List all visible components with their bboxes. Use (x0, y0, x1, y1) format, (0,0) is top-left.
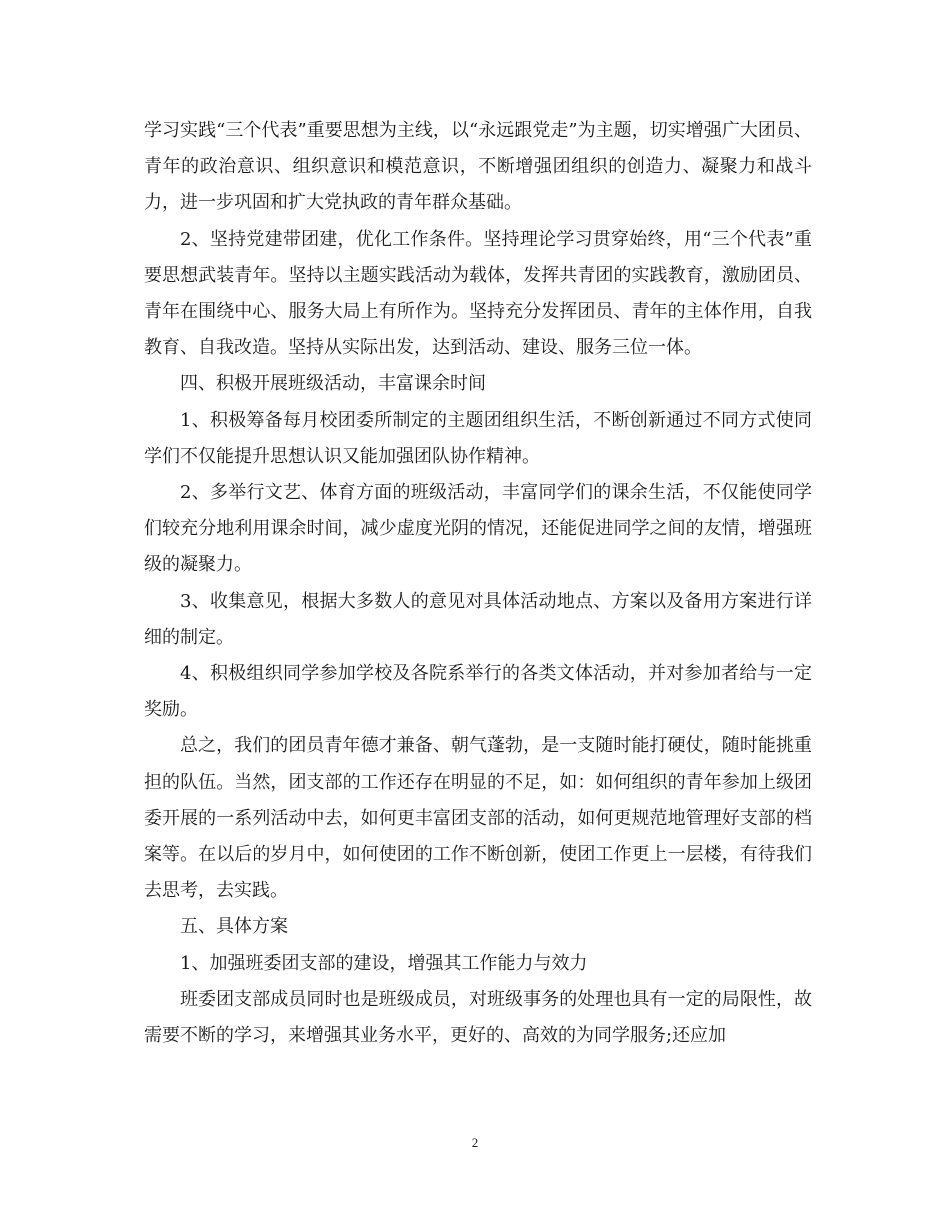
paragraph-4-1: 1、积极筹备每月校团委所制定的主题团组织生活，不断创新通过不同方式使同学们不仅能提升思想认识又能加强团队协作精神。 (144, 409, 812, 467)
page-number: 2 (471, 1135, 479, 1150)
paragraph-summary: 总之，我们的团员青年德才兼备、朝气蓬勃，是一支随时能打硬仗，随时能挑重担的队伍。当然，团支部的工作还存在明显的不足，如：如何组织的青年参加上级团委开展的一系列活动中去，如何更丰富团支部的活动，如何更规范地管理好支部的档案等。在以后的岁月中，如何使团的工作不断创新，使团工作更上一层楼，有待我们去思考，去实践。 (144, 735, 812, 902)
paragraph-2: 2、坚持党建带团建，优化工作条件。坚持理论学习贯穿始终，用“三个代表”重要思想武装青年。坚持以主题实践活动为载体，发挥共青团的实践教育，激励团员、青年在围绕中心、服务大局上有所作为。坚持充分发挥团员、青年的主体作用，自我教育、自我改造。坚持从实际出发，达到活动、建设、服务三位一体。 (144, 228, 812, 359)
section-heading-5: 五、具体方案 (180, 916, 288, 938)
section-heading-4: 四、积极开展班级活动，丰富课余时间 (180, 373, 486, 395)
paragraph-4-3: 3、收集意见，根据大多数人的意见对具体活动地点、方案以及备用方案进行详细的制定。 (144, 590, 812, 648)
paragraph-1: 学习实践“三个代表”重要思想为主线，以“永远跟党走”为主题，切实增强广大团员、青年的政治意识、组织意识和模范意识，不断增强团组织的创造力、凝聚力和战斗力，进一步巩固和扩大党执政的青年群众基础。 (144, 120, 812, 214)
document-body (144, 113, 812, 1054)
paragraph-5-1: 班委团支部成员同时也是班级成员，对班级事务的处理也具有一定的局限性，故需要不断的学习，来增强其业务水平，更好的、高效的为同学服务;还应加 (144, 988, 812, 1047)
subheading-5-1: 1、加强班委团支部的建设，增强其工作能力与效力 (180, 952, 588, 974)
paragraph-4-4: 4、积极组织同学参加学校及各院系举行的各类文体活动，并对参加者给与一定奖励。 (144, 663, 812, 721)
paragraph-4-2: 2、多举行文艺、体育方面的班级活动，丰富同学们的课余生活，不仅能使同学们较充分地利用课余时间，减少虚度光阴的情况，还能促进同学之间的友情，增强班级的凝聚力。 (144, 482, 812, 576)
